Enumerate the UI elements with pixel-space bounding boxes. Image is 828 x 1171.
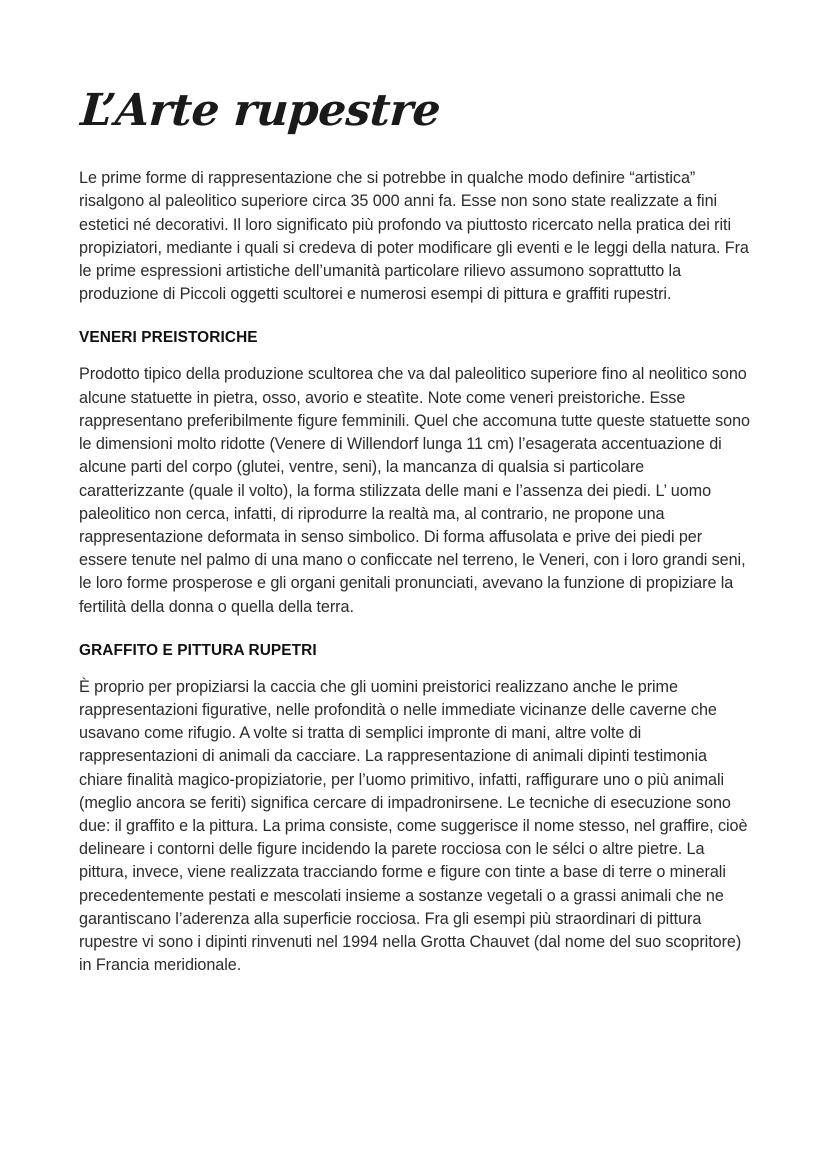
heading-graffito-e-pittura-rupetri: GRAFFITO E PITTURA RUPETRI	[79, 641, 317, 659]
veneri-paragraph: Prodotto tipico della produzione scultorea che va dal paleolitico superiore fino al neolitico sono alcune statuette in pietra, osso, avorio e steatìte. Note come veneri preistoriche. Esse rappresentano preferibilmente figure femminili. Quel che accomuna tutte queste statuette sono le dimensioni molto ridotte (Venere di Willendorf lunga 11 cm) l’esagerata accentuazione di alcune parti del corpo (glutei, ventre, seni), la mancanza di qualsia si particolare caratterizzante (quale il volto), la forma stilizzata delle mani e l’assenza dei piedi. L’ uomo paleolitico non cerca, infatti, di riprodurre la realtà ma, al contrario, ne propone una rappresentazione deformata in senso simbolico. Di forma affusolata e prive dei piedi per essere tenute nel palmo di una mano o conficcate nel terreno, le Veneri, con i loro grandi seni, le loro forme prosperose e gli organi genitali pronunciati, avevano la funzione di propiziare la fertilità della donna o quella della terra.	[79, 365, 750, 616]
heading-veneri-preistoriche: VENERI PREISTORICHE	[79, 329, 258, 347]
graffito-paragraph: È proprio per propiziarsi la caccia che gli uomini preistorici realizzano anche le prime rappresentazioni figurative, nelle profondità o nelle immediate vicinanze delle caverne che usavano come rifugio. A volte si tratta di semplici impronte di mani, altre volte di rappresentazioni di animali da cacciare. La rappresentazione di animali dipinti testimonia chiare finalità magico-propiziatorie, per l’uomo primitivo, infatti, raffigurare uno o più animali (meglio ancora se feriti) significa cercare di impadronirsene. Le tecniche di esecuzione sono due: il graffito e la pittura. La prima consiste, come suggerisce il nome stesso, nel graffire, cioè delineare i contorni delle figure incidendo la parete rocciosa con le sélci o altre pietre. La pittura, invece, viene realizzata tracciando forme e figure con tinte a base di terre o minerali precedentemente pestati e mescolati insieme a sostanze vegetali o a grassi animali che ne garantiscano l’aderenza alla superficie rocciosa. Fra gli esempi più straordinari di pittura rupestre vi sono i dipinti rinvenuti nel 1994 nella Grotta Chauvet (dal nome del suo scopritore) in Francia meridionale.	[79, 677, 748, 975]
page-title: L’Arte rupestre	[78, 85, 442, 136]
intro-paragraph: Le prime forme di rappresentazione che si potrebbe in qualche modo definire “artistica” risalgono al paleolitico superiore circa 35 000 anni fa. Esse non sono state realizzate a fini estetici né decorativi. Il loro significato più profondo va piuttosto ricercato nella pratica dei riti propiziatori, mediante i quali si credeva di poter modificare gli eventi e le leggi della natura. Fra le prime espressioni artistiche dell’umanità particolare rilievo assumono soprattutto la produzione di Piccoli oggetti scultorei e numerosi esempi di pittura e graffiti rupestri.	[79, 169, 749, 304]
document-content	[79, 86, 751, 995]
